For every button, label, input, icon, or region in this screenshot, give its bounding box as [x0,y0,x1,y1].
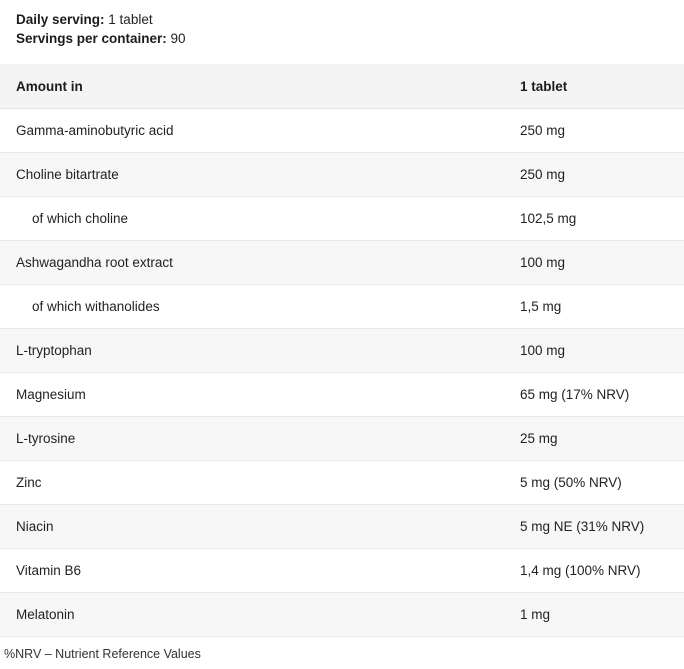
column-header-amount-in: Amount in [0,64,504,109]
table-row [0,505,684,549]
servings-per-container-label: Servings per container: [16,31,167,46]
ingredient-amount: 1 mg [504,593,684,637]
ingredient-amount: 100 mg [504,241,684,285]
ingredient-name: Magnesium [0,373,504,417]
table-row [0,241,684,285]
daily-serving-row [16,10,668,29]
ingredient-amount: 100 mg [504,329,684,373]
daily-serving-value: 1 tablet [104,12,153,27]
ingredient-name: L-tyrosine [0,417,504,461]
ingredient-name: Melatonin [0,593,504,637]
ingredient-amount: 25 mg [504,417,684,461]
table-row [0,373,684,417]
ingredient-name: Gamma-aminobutyric acid [0,109,504,153]
ingredient-name: Choline bitartrate [0,153,504,197]
table-row [0,153,684,197]
ingredients-table [0,64,684,637]
ingredient-amount: 5 mg (50% NRV) [504,461,684,505]
ingredient-name: Zinc [0,461,504,505]
ingredient-name: Ashwagandha root extract [0,241,504,285]
ingredient-name: of which choline [0,197,504,241]
ingredient-amount: 1,4 mg (100% NRV) [504,549,684,593]
ingredient-amount: 65 mg (17% NRV) [504,373,684,417]
ingredient-amount: 250 mg [504,109,684,153]
ingredient-amount: 5 mg NE (31% NRV) [504,505,684,549]
nrv-footnote: %NRV – Nutrient Reference Values [4,647,201,661]
table-row [0,285,684,329]
servings-per-container-value: 90 [166,31,186,46]
ingredient-name: Vitamin B6 [0,549,504,593]
table-row [0,197,684,241]
serving-info [0,0,684,52]
ingredient-name: L-tryptophan [0,329,504,373]
table-row [0,549,684,593]
ingredient-amount: 1,5 mg [504,285,684,329]
daily-serving-label: Daily serving: [16,12,105,27]
table-row [0,461,684,505]
table-row [0,417,684,461]
table-header-row [0,64,684,109]
ingredient-name: of which withanolides [0,285,504,329]
ingredient-amount: 250 mg [504,153,684,197]
column-header-serving: 1 tablet [504,64,684,109]
servings-per-container-row [16,29,668,48]
table-row [0,593,684,637]
ingredient-name: Niacin [0,505,504,549]
ingredient-amount: 102,5 mg [504,197,684,241]
ingredients-table-body [0,109,684,637]
table-row [0,329,684,373]
table-row [0,109,684,153]
